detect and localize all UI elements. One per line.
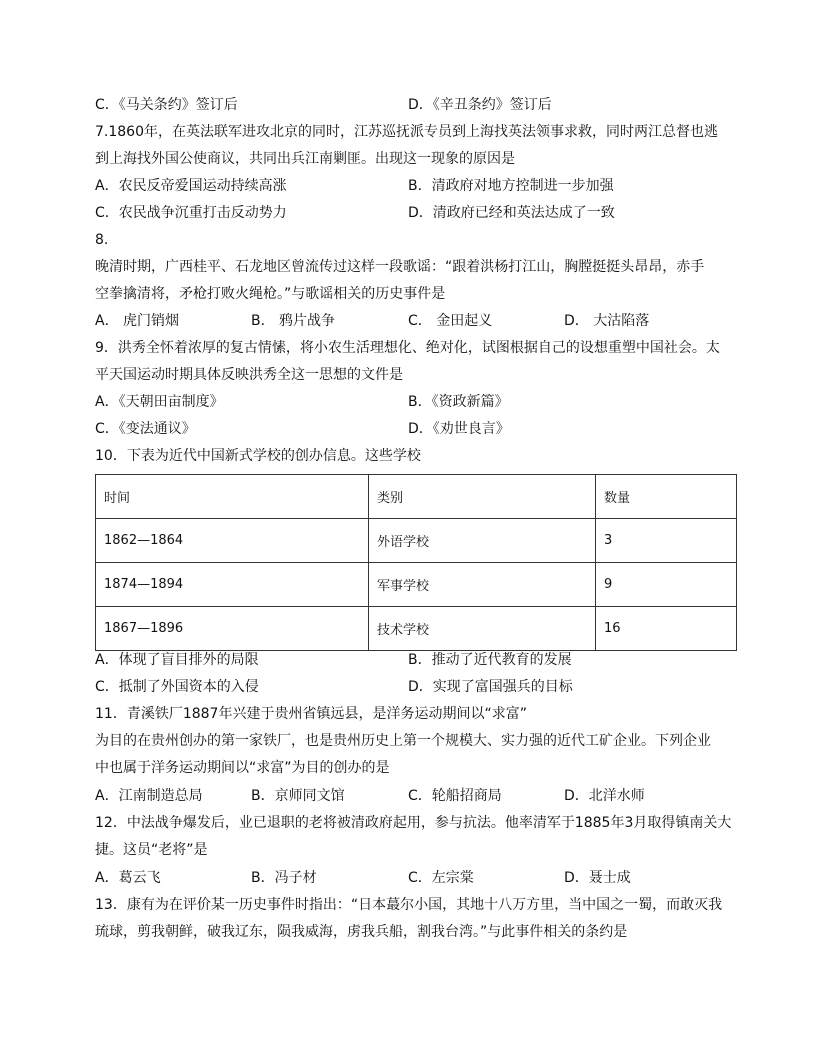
table-cell: 16 — [596, 607, 737, 651]
q7-option-c: C．农民战争沉重打击反动势力 — [95, 205, 287, 221]
table-cell: 1874—1894 — [96, 563, 369, 607]
q9-stem-line-1: 9．洪秀全怀着浓厚的复古情愫，将小农生活理想化、绝对化，试图根据自己的设想重塑中国社会。太 — [95, 340, 720, 356]
table-header-cell: 数量 — [596, 475, 737, 519]
q13-stem-line-2: 琉球，剪我朝鲜，破我辽东，陨我威海，虏我兵船，割我台湾。”与此事件相关的条约是 — [95, 924, 628, 940]
q11-option-c: C．轮船招商局 — [408, 788, 502, 804]
q7-option-b: B．清政府对地方控制进一步加强 — [408, 178, 614, 194]
q12-stem-line-1: 12．中法战争爆发后，业已退职的老将被清政府起用，参与抗法。他率清军于1885年3月取得镇南关大 — [95, 815, 732, 831]
q7-stem-line-2: 到上海找外国公使商议，共同出兵江南剿匪。出现这一现象的原因是 — [95, 151, 515, 167]
q13-stem-line-1: 13．康有为在评价某一历史事件时指出：“日本蕞尔小国，其地十八万方里，当中国之一蜀，而敢灭我 — [95, 897, 723, 913]
q10-option-b: B．推动了近代教育的发展 — [408, 652, 572, 668]
q9-option-d: D．《劝世良言》 — [408, 421, 510, 437]
q6-option-c: C．《马关条约》签订后 — [95, 97, 238, 113]
table-row — [96, 519, 737, 563]
q9-option-c: C．《变法通议》 — [95, 421, 196, 437]
table-cell: 9 — [596, 563, 737, 607]
q10-stem: 10．下表为近代中国新式学校的创办信息。这些学校 — [95, 448, 421, 464]
q11-option-b: B．京师同文馆 — [251, 788, 345, 804]
q9-option-a: A．《天朝田亩制度》 — [95, 394, 224, 410]
q6-option-d: D．《辛丑条约》签订后 — [408, 97, 552, 113]
q12-option-b: B．冯子材 — [251, 870, 317, 886]
table-row — [96, 563, 737, 607]
table-cell: 技术学校 — [369, 607, 596, 651]
table-header-cell: 时间 — [96, 475, 369, 519]
q8-option-b: B． 鸦片战争 — [251, 313, 336, 329]
q11-stem-line-2: 为目的在贵州创办的第一家铁厂，也是贵州历史上第一个规模大、实力强的近代工矿企业。下列企业 — [95, 733, 711, 749]
q8-number: 8. — [95, 232, 109, 248]
q8-option-c: C． 金田起义 — [408, 313, 493, 329]
q8-option-d: D． 大沽陷落 — [564, 313, 650, 329]
q12-option-c: C．左宗棠 — [408, 870, 474, 886]
q9-stem-line-2: 平天国运动时期具体反映洪秀全这一思想的文件是 — [95, 367, 403, 383]
q7-stem-line-1: 7.1860年，在英法联军进攻北京的同时，江苏巡抚派专员到上海找英法领事求救，同时两江总督也逃 — [95, 124, 718, 140]
q7-option-d: D．清政府已经和英法达成了一致 — [408, 205, 615, 221]
table-cell: 外语学校 — [369, 519, 596, 563]
q10-option-c: C．抵制了外国资本的入侵 — [95, 679, 259, 695]
table-header-row — [96, 475, 737, 519]
q10-option-a: A．体现了盲目排外的局限 — [95, 652, 259, 668]
school-table — [95, 474, 737, 651]
q8-stem-line-2: 空拳擒清将，矛枪打败火绳枪。”与歌谣相关的历史事件是 — [95, 286, 446, 302]
table-header-cell: 类别 — [369, 475, 596, 519]
table-cell: 1867—1896 — [96, 607, 369, 651]
q12-option-d: D．聂士成 — [564, 870, 631, 886]
q7-option-a: A．农民反帝爱国运动持续高涨 — [95, 178, 287, 194]
table-cell: 1862—1864 — [96, 519, 369, 563]
q8-stem-line-1: 晚清时期，广西桂平、石龙地区曾流传过这样一段歌谣：“跟着洪杨打江山，胸膛挺挺头昂昂，赤手 — [95, 259, 705, 275]
q12-stem-line-2: 捷。这员“老将”是 — [95, 842, 208, 858]
q11-stem-line-1: 11．青溪铁厂1887年兴建于贵州省镇远县，是洋务运动期间以“求富” — [95, 706, 527, 722]
q11-stem-line-3: 中也属于洋务运动期间以“求富”为目的创办的是 — [95, 760, 390, 776]
q10-option-d: D．实现了富国强兵的目标 — [408, 679, 573, 695]
q8-option-a: A． 虎门销烟 — [95, 313, 180, 329]
q11-option-d: D．北洋水师 — [564, 788, 645, 804]
table-cell: 军事学校 — [369, 563, 596, 607]
q9-option-b: B．《资政新篇》 — [408, 394, 509, 410]
q11-option-a: A．江南制造总局 — [95, 788, 203, 804]
q12-option-a: A．葛云飞 — [95, 870, 161, 886]
table-row — [96, 607, 737, 651]
table-cell: 3 — [596, 519, 737, 563]
